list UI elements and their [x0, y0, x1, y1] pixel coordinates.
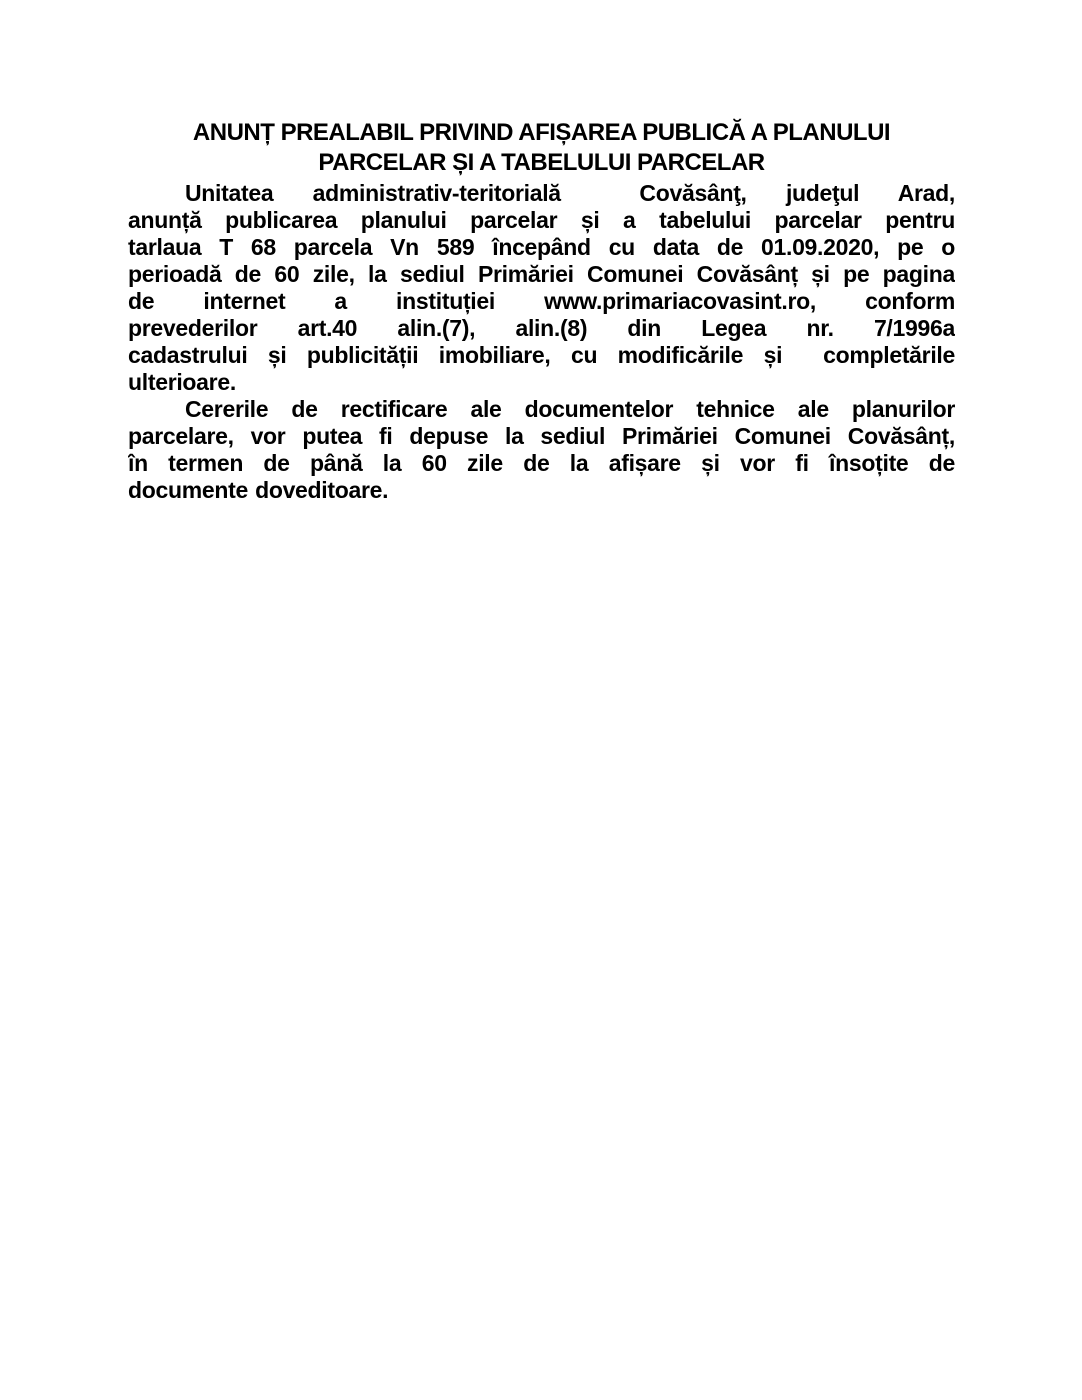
text-line: parcelare, vor putea fi depuse la sediul Primăriei Comunei Covăsânț, — [128, 423, 955, 449]
text-line: în termen de până la 60 zile de la afișare și vor fi însoțite de — [128, 450, 955, 476]
text-line: ulterioare. — [128, 369, 236, 395]
title-line-1: ANUNȚ PREALABIL PRIVIND AFIȘAREA PUBLICĂ A PLANULUI — [192, 119, 891, 146]
paragraph-rectification — [128, 396, 955, 504]
title-line-2: PARCELAR ȘI A TABELULUI PARCELAR — [318, 149, 765, 176]
text-line: perioadă de 60 zile, la sediul Primăriei Comunei Covăsânț și pe pagina — [128, 261, 955, 287]
text-line: documente doveditoare. — [128, 477, 389, 503]
text-line: Unitatea administrativ-teritorială Covăsânţ, judeţul Arad, — [185, 180, 955, 206]
text-line: prevederilor art.40 alin.(7), alin.(8) din Legea nr. 7/1996a — [128, 315, 955, 341]
paragraph-announcement — [128, 180, 955, 396]
text-line: de internet a instituției www.primariacovasint.ro, conform — [128, 288, 955, 314]
text-line: anunță publicarea planului parcelar și a tabelului parcelar pentru — [128, 207, 955, 233]
text-line: cadastrului și publicității imobiliare, cu modificările și completările — [128, 342, 955, 368]
text-line: tarlaua T 68 parcela Vn 589 începând cu data de 01.09.2020, pe o — [128, 234, 955, 260]
text-line: Cererile de rectificare ale documentelor tehnice ale planurilor — [185, 396, 955, 422]
document-title — [128, 118, 955, 178]
